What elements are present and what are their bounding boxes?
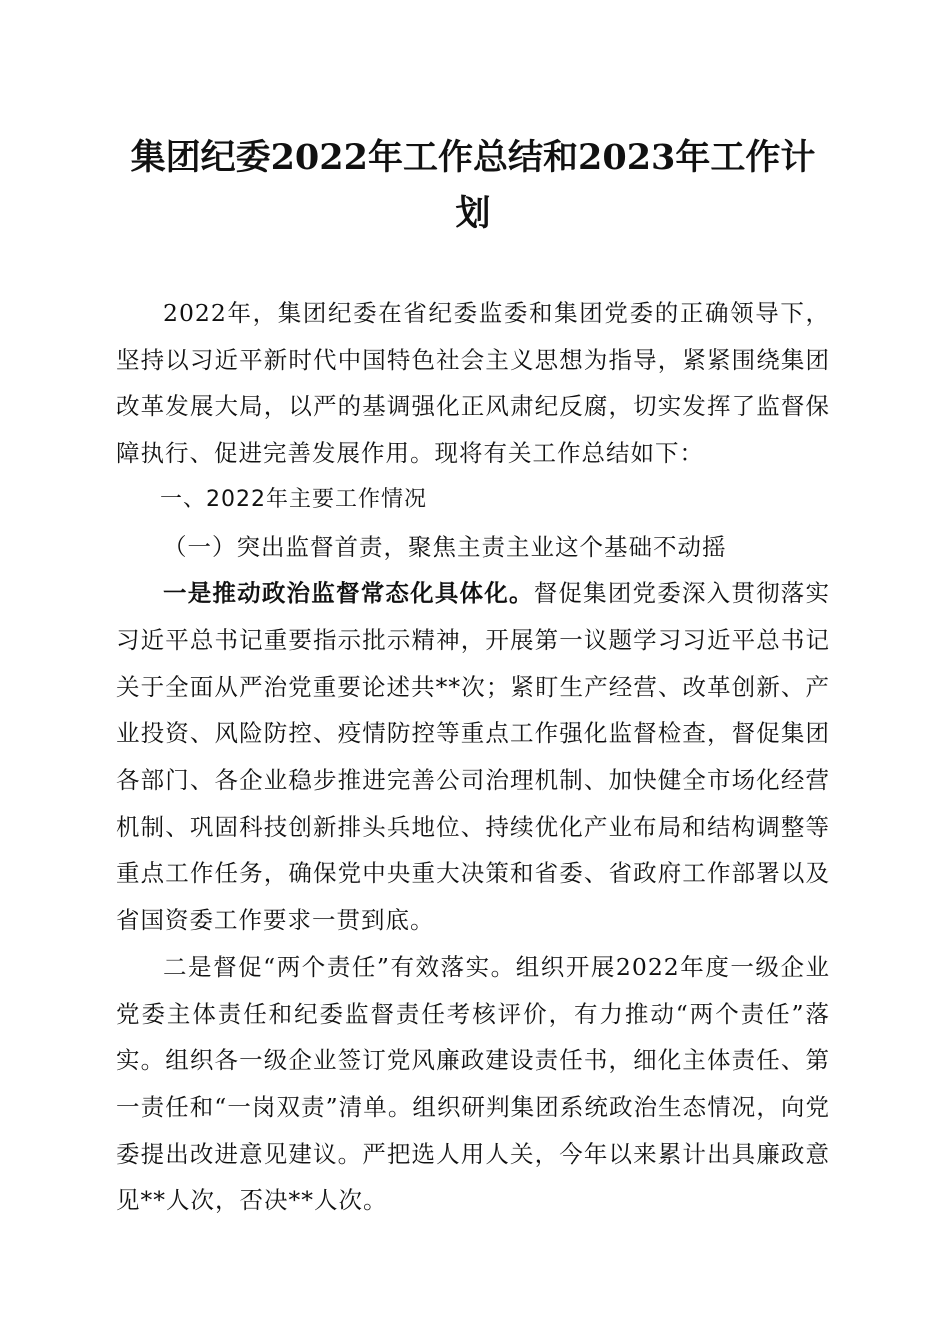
document-page (116, 130, 830, 1224)
item-lead-1: 一是推动政治监督常态化具体化。 (163, 579, 534, 608)
item-paragraph-1 (116, 570, 830, 944)
document-title: 集团纪委2022年工作总结和2023年工作计划 (130, 137, 816, 234)
subsection-heading: （一）突出监督首责，聚焦主责主业这个基础不动摇 (163, 532, 727, 561)
section-heading: 一、2022年主要工作情况 (160, 486, 427, 512)
intro-paragraph: 2022年，集团纪委在省纪委监委和集团党委的正确领导下，坚持以习近平新时代中国特色社会主义思想为指导，紧紧围绕集团改革发展大局，以严的基调强化正风肃纪反腐，切实发挥了监督保障执行、促进完善发展作用。现将有关工作总结如下： (116, 299, 830, 468)
item-body-2: 组织开展2022年度一级企业党委主体责任和纪委监督责任考核评价，有力推动“两个责任”落实。组织各一级企业签订党风廉政建设责任书，细化主体责任、第一责任和“一岗双责”清单。组织研判集团系统政治生态情况，向党委提出改进意见建议。严把选人用人关，今年以来累计出具廉政意见**人次，否决**人次。 (116, 952, 831, 1215)
item-lead-2: 二是督促“两个责任”有效落实。 (163, 952, 516, 981)
item-paragraph-2 (116, 944, 830, 1224)
item-body-1: 督促集团党委深入贯彻落实习近平总书记重要指示批示精神，开展第一议题学习习近平总书记关于全面从严治党重要论述共**次；紧盯生产经营、改革创新、产业投资、风险防控、疫情防控等重点工作强化监督检查，督促集团各部门、各企业稳步推进完善公司治理机制、加快健全市场化经营机制、巩固科技创新排头兵地位、持续优化产业布局和结构调整等重点工作任务，确保党中央重大决策和省委、省政府工作部署以及省国资委工作要求一贯到底。 (116, 579, 831, 935)
